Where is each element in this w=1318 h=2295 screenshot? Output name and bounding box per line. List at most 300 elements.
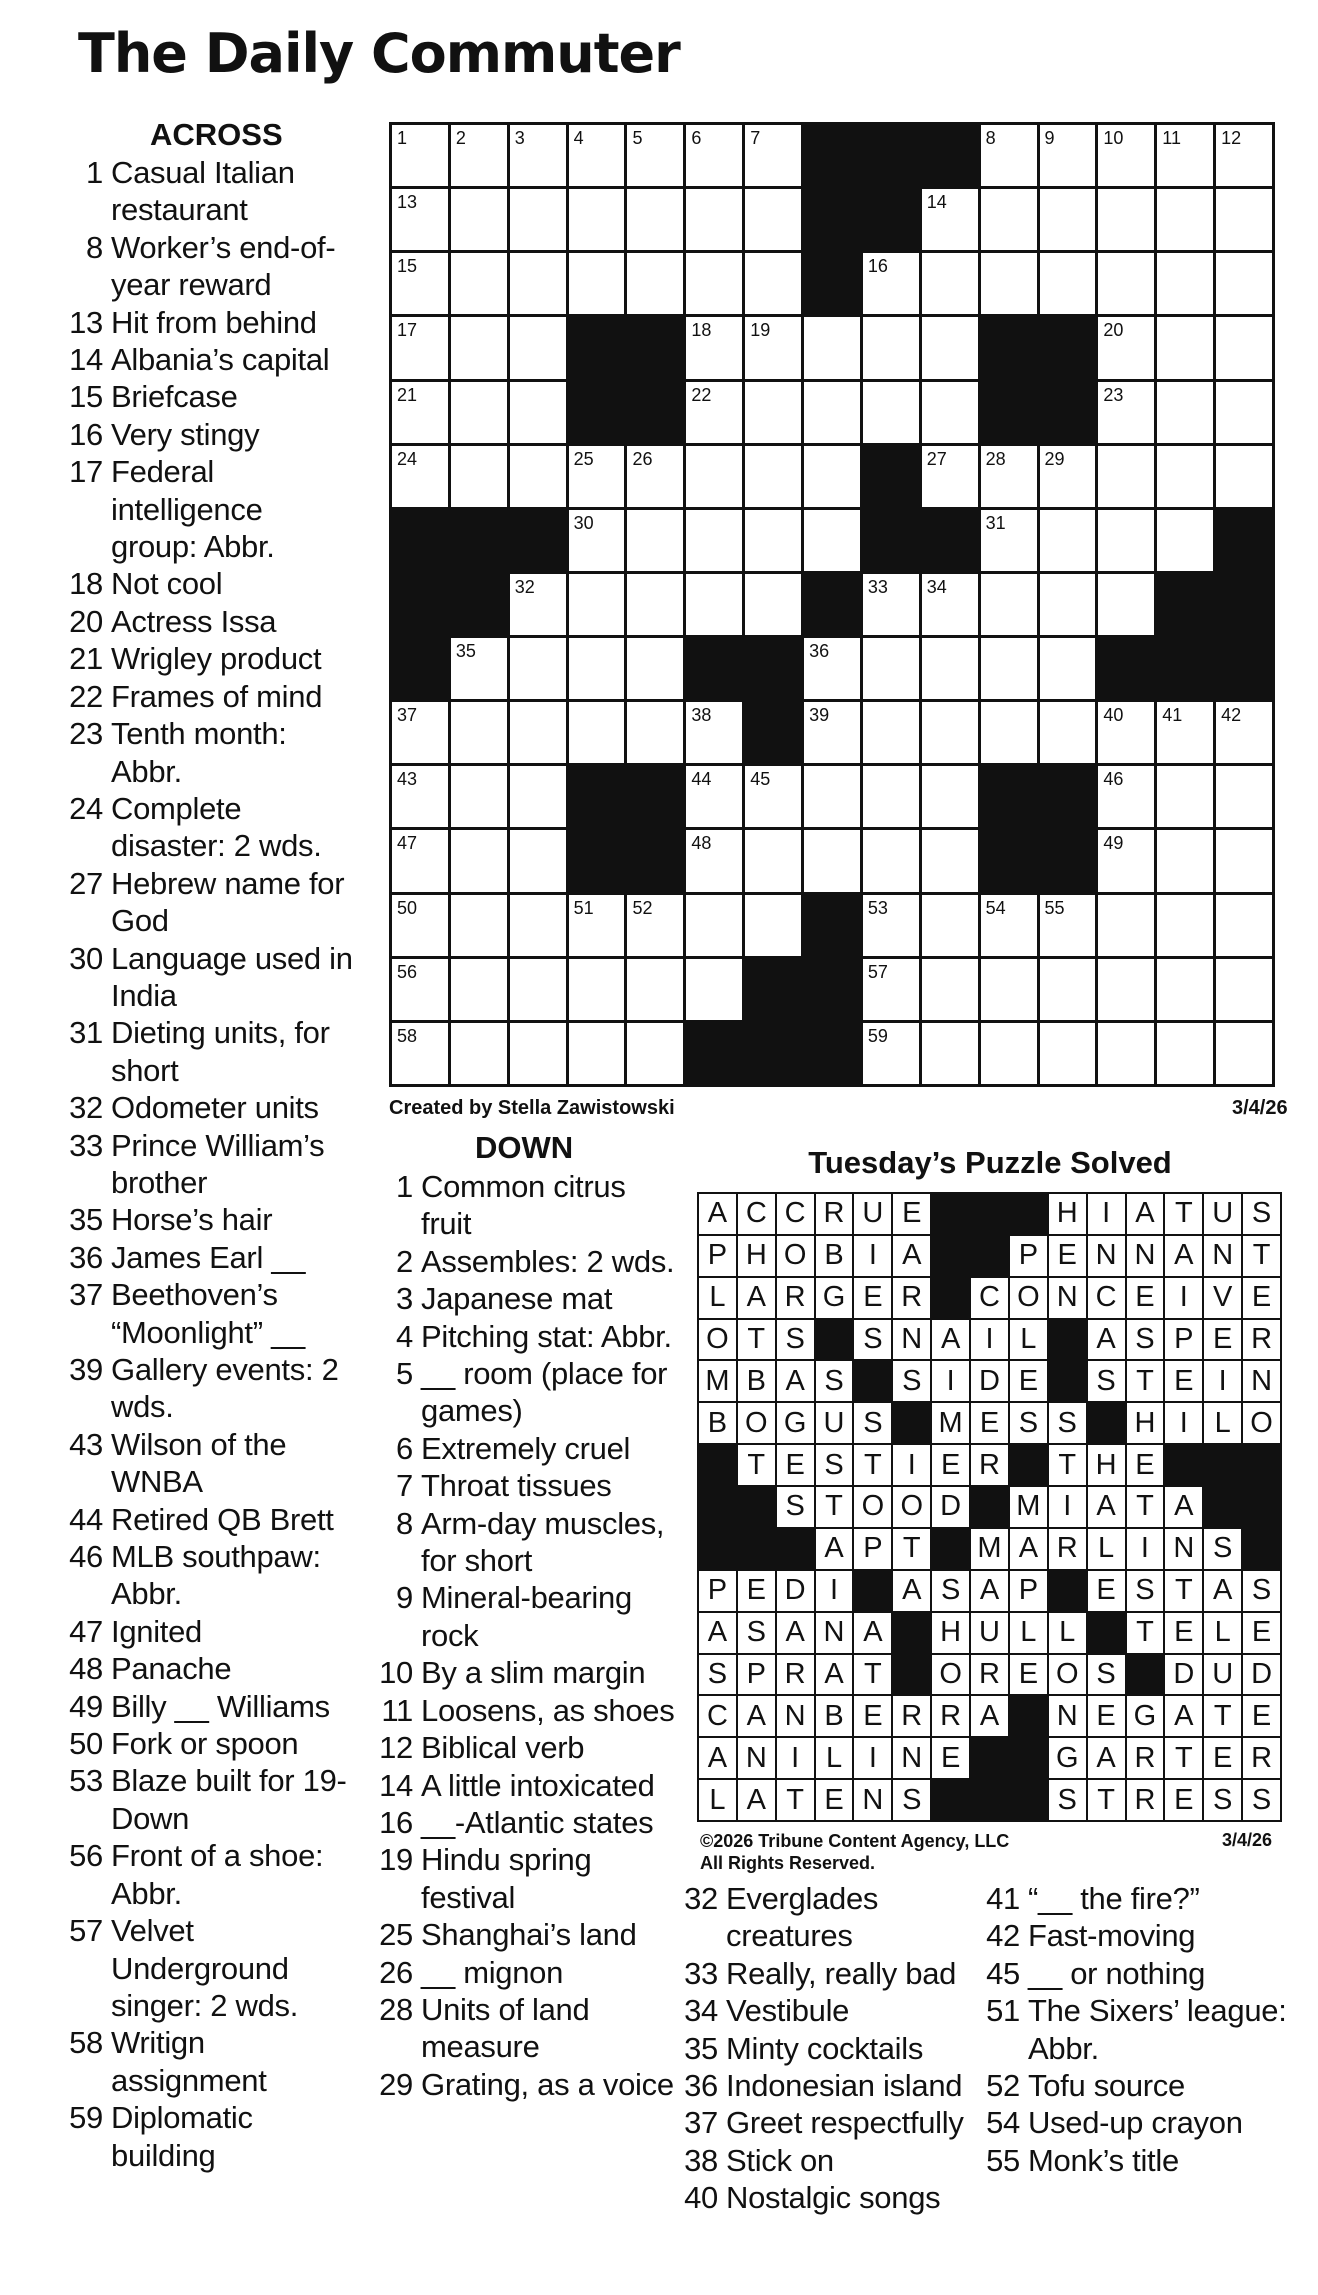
solution-letter: T [816, 1487, 853, 1527]
grid-cell[interactable] [451, 895, 507, 956]
grid-cell[interactable] [451, 125, 507, 186]
solution-black-square [1049, 1320, 1086, 1360]
grid-cell[interactable] [981, 125, 1037, 186]
grid-cell[interactable] [686, 446, 742, 507]
grid-cell[interactable] [745, 510, 801, 571]
solution-letter: N [738, 1738, 775, 1778]
grid-cell[interactable] [863, 638, 919, 699]
grid-cell[interactable] [627, 895, 683, 956]
grid-cell[interactable] [863, 574, 919, 635]
grid-cell[interactable] [1157, 382, 1213, 443]
grid-cell[interactable] [981, 1023, 1037, 1084]
solution-letter: R [1243, 1738, 1280, 1778]
clue-text: Ignited [111, 1613, 202, 1649]
grid-cell[interactable] [922, 895, 978, 956]
grid-cell[interactable] [451, 702, 507, 763]
grid-cell[interactable] [392, 125, 448, 186]
grid-cell[interactable] [922, 253, 978, 314]
clue-text: Gallery events: 2 wds. [111, 1352, 339, 1425]
solution-letter: R [971, 1445, 1008, 1485]
grid-cell[interactable] [1040, 1023, 1096, 1084]
grid-cell[interactable] [981, 510, 1037, 571]
solution-letter: U [1204, 1655, 1241, 1695]
clue-number: 38 [684, 2142, 718, 2178]
grid-cell[interactable] [745, 574, 801, 635]
solution-letter: S [816, 1361, 853, 1401]
solution-letter: G [777, 1403, 814, 1443]
solution-black-square [1010, 1194, 1047, 1234]
grid-cell[interactable] [627, 1023, 683, 1084]
grid-cell[interactable] [392, 895, 448, 956]
grid-cell[interactable] [569, 125, 625, 186]
clue-item [375, 1767, 675, 1804]
grid-cell[interactable] [1216, 189, 1272, 250]
grid-cell[interactable] [981, 446, 1037, 507]
black-square [981, 317, 1037, 378]
grid-cell[interactable] [863, 830, 919, 891]
clue-text: Blaze built for 19-Down [111, 1763, 347, 1836]
grid-cell[interactable] [510, 189, 566, 250]
solution-letter: T [1243, 1236, 1280, 1276]
grid-cell[interactable] [863, 317, 919, 378]
black-square [863, 189, 919, 250]
grid-cell[interactable] [627, 959, 683, 1020]
clue-number: 53 [69, 1763, 103, 1799]
grid-cell[interactable] [627, 253, 683, 314]
grid-cell[interactable] [569, 446, 625, 507]
grid-cell[interactable] [451, 1023, 507, 1084]
solution-letter: E [1127, 1278, 1164, 1318]
grid-cell[interactable] [804, 830, 860, 891]
grid-cell[interactable] [1098, 574, 1154, 635]
clue-number: 15 [69, 379, 103, 415]
grid-cell[interactable] [1098, 382, 1154, 443]
clue-text: Very stingy [111, 416, 260, 452]
clue-item [65, 1837, 355, 1912]
grid-cell[interactable] [1216, 125, 1272, 186]
grid-cell[interactable] [1216, 317, 1272, 378]
clue-item [375, 1841, 675, 1916]
grid-cell[interactable] [510, 125, 566, 186]
solution-letter: A [816, 1655, 853, 1695]
cell-number: 50 [397, 897, 418, 918]
grid-cell[interactable] [451, 189, 507, 250]
solution-letter: I [777, 1738, 814, 1778]
solution-letter: A [1204, 1571, 1241, 1611]
clue-number: 3 [396, 1281, 413, 1317]
clue-number: 24 [69, 790, 103, 826]
solution-letter: L [816, 1738, 853, 1778]
grid-cell[interactable] [863, 382, 919, 443]
grid-cell[interactable] [1098, 895, 1154, 956]
clue-number: 44 [69, 1501, 103, 1537]
clue-text: Monk’s title [1028, 2142, 1179, 2178]
black-square [569, 766, 625, 827]
solution-letter: M [1010, 1487, 1047, 1527]
clue-number: 33 [684, 1955, 718, 1991]
clue-text: The Sixers’ league: Abbr. [1028, 1993, 1287, 2066]
cell-number: 53 [867, 897, 888, 918]
clue-text: Really, really bad [726, 1955, 957, 1991]
solution-grid [697, 1192, 1282, 1822]
grid-cell[interactable] [510, 382, 566, 443]
grid-cell[interactable] [1040, 446, 1096, 507]
grid-cell[interactable] [981, 574, 1037, 635]
grid-cell[interactable] [569, 702, 625, 763]
solution-black-square [1243, 1445, 1280, 1485]
grid-cell[interactable] [1098, 830, 1154, 891]
grid-cell[interactable] [1098, 446, 1154, 507]
grid-cell[interactable] [510, 1023, 566, 1084]
grid-cell[interactable] [804, 317, 860, 378]
grid-cell[interactable] [686, 253, 742, 314]
clue-text: Odometer units [111, 1090, 319, 1126]
grid-cell[interactable] [863, 1023, 919, 1084]
grid-cell[interactable] [922, 638, 978, 699]
cell-number: 46 [1103, 769, 1124, 790]
cell-number: 31 [985, 512, 1006, 533]
grid-cell[interactable] [392, 959, 448, 1020]
clue-number: 41 [986, 1881, 1020, 1916]
grid-cell[interactable] [745, 317, 801, 378]
clue-number: 55 [986, 2142, 1020, 2178]
grid-cell[interactable] [1216, 830, 1272, 891]
clue-number: 6 [396, 1430, 413, 1466]
black-square [510, 510, 566, 571]
grid-cell[interactable] [1040, 510, 1096, 571]
clue-text: Mineral-bearing rock [421, 1580, 632, 1653]
solution-letter: C [777, 1194, 814, 1234]
grid-cell[interactable] [1157, 189, 1213, 250]
solution-letter: N [1049, 1278, 1086, 1318]
clue-text: Japanese mat [421, 1281, 613, 1317]
grid-cell[interactable] [1216, 446, 1272, 507]
grid-cell[interactable] [1040, 125, 1096, 186]
cell-number: 5 [632, 128, 643, 148]
solution-black-square [893, 1655, 930, 1695]
grid-cell[interactable] [686, 125, 742, 186]
grid-cell[interactable] [510, 830, 566, 891]
grid-cell[interactable] [745, 895, 801, 956]
grid-cell[interactable] [981, 253, 1037, 314]
solution-letter: I [854, 1738, 891, 1778]
grid-cell[interactable] [627, 125, 683, 186]
grid-cell[interactable] [1098, 189, 1154, 250]
cell-number: 25 [573, 448, 594, 469]
solution-letter: N [1127, 1236, 1164, 1276]
grid-cell[interactable] [1157, 959, 1213, 1020]
cell-number: 29 [1044, 448, 1065, 469]
grid-cell[interactable] [686, 702, 742, 763]
grid-cell[interactable] [745, 830, 801, 891]
clue-text: Beethoven’s “Moonlight” __ [111, 1277, 305, 1350]
grid-cell[interactable] [451, 253, 507, 314]
clue-text: Retired QB Brett [111, 1501, 334, 1537]
grid-cell[interactable] [1040, 574, 1096, 635]
clue-item [982, 1955, 1292, 1992]
grid-cell[interactable] [392, 317, 448, 378]
clue-item [375, 2066, 675, 2103]
solution-letter: E [932, 1738, 969, 1778]
grid-cell[interactable] [1098, 959, 1154, 1020]
grid-cell[interactable] [392, 766, 448, 827]
grid-cell[interactable] [510, 317, 566, 378]
grid-cell[interactable] [863, 959, 919, 1020]
solution-letter: E [1088, 1571, 1125, 1611]
clue-item [375, 1318, 675, 1355]
clue-item [65, 1014, 355, 1089]
clue-text: Not cool [111, 566, 223, 602]
grid-cell[interactable] [569, 510, 625, 571]
grid-cell[interactable] [922, 189, 978, 250]
grid-cell[interactable] [1098, 125, 1154, 186]
grid-cell[interactable] [922, 830, 978, 891]
grid-cell[interactable] [451, 959, 507, 1020]
grid-cell[interactable] [922, 766, 978, 827]
grid-cell[interactable] [569, 189, 625, 250]
black-square [804, 253, 860, 314]
grid-cell[interactable] [569, 253, 625, 314]
grid-cell[interactable] [1098, 253, 1154, 314]
grid-cell[interactable] [510, 638, 566, 699]
grid-cell[interactable] [863, 895, 919, 956]
solution-letter: A [1010, 1529, 1047, 1569]
grid-cell[interactable] [392, 1023, 448, 1084]
grid-cell[interactable] [627, 446, 683, 507]
grid-cell[interactable] [569, 574, 625, 635]
grid-cell[interactable] [627, 574, 683, 635]
grid-cell[interactable] [804, 510, 860, 571]
grid-cell[interactable] [981, 638, 1037, 699]
black-square [804, 959, 860, 1020]
grid-cell[interactable] [1098, 317, 1154, 378]
grid-cell[interactable] [627, 702, 683, 763]
grid-cell[interactable] [1040, 895, 1096, 956]
clue-item [65, 1613, 355, 1650]
clue-text: Language used in India [111, 940, 353, 1013]
clue-item [65, 378, 355, 415]
grid-cell[interactable] [1157, 830, 1213, 891]
grid-cell[interactable] [1098, 766, 1154, 827]
grid-cell[interactable] [745, 382, 801, 443]
clue-item [65, 2099, 355, 2174]
grid-cell[interactable] [1216, 1023, 1272, 1084]
cell-number: 37 [397, 705, 418, 726]
grid-cell[interactable] [745, 189, 801, 250]
grid-cell[interactable] [804, 638, 860, 699]
cell-number: 15 [397, 256, 418, 277]
grid-cell[interactable] [1098, 702, 1154, 763]
clue-number: 58 [69, 2025, 103, 2061]
grid-cell[interactable] [1157, 766, 1213, 827]
black-square [392, 638, 448, 699]
grid-cell[interactable] [627, 510, 683, 571]
grid-cell[interactable] [1157, 702, 1213, 763]
solution-letter: L [699, 1780, 736, 1820]
grid-cell[interactable] [510, 959, 566, 1020]
clue-text: Fork or spoon [111, 1726, 299, 1762]
grid-cell[interactable] [1157, 253, 1213, 314]
solution-letter: O [1049, 1655, 1086, 1695]
grid-cell[interactable] [922, 1023, 978, 1084]
grid-cell[interactable] [1040, 702, 1096, 763]
solution-letter: G [1127, 1696, 1164, 1736]
grid-cell[interactable] [922, 317, 978, 378]
grid-cell[interactable] [627, 638, 683, 699]
grid-cell[interactable] [1157, 446, 1213, 507]
down-clue-list-a [375, 1168, 675, 2103]
solution-letter: A [893, 1571, 930, 1611]
solution-letter: N [854, 1780, 891, 1820]
grid-cell[interactable] [922, 959, 978, 1020]
grid-cell[interactable] [510, 895, 566, 956]
grid-cell[interactable] [451, 766, 507, 827]
grid-cell[interactable] [981, 189, 1037, 250]
grid-cell[interactable] [981, 702, 1037, 763]
solution-black-square [1088, 1613, 1125, 1653]
grid-cell[interactable] [686, 189, 742, 250]
clue-item [375, 1430, 675, 1467]
grid-cell[interactable] [1040, 189, 1096, 250]
grid-cell[interactable] [686, 317, 742, 378]
grid-cell[interactable] [1157, 895, 1213, 956]
grid-cell[interactable] [1157, 125, 1213, 186]
black-square [569, 382, 625, 443]
solution-letter: L [1204, 1613, 1241, 1653]
grid-cell[interactable] [392, 253, 448, 314]
solution-letter: E [1010, 1361, 1047, 1401]
solution-letter: R [816, 1194, 853, 1234]
grid-cell[interactable] [392, 189, 448, 250]
grid-cell[interactable] [804, 446, 860, 507]
grid-cell[interactable] [451, 638, 507, 699]
black-square [1098, 638, 1154, 699]
grid-cell[interactable] [686, 574, 742, 635]
grid-cell[interactable] [392, 830, 448, 891]
cell-number: 32 [514, 576, 535, 597]
clue-item [982, 2104, 1292, 2141]
grid-cell[interactable] [804, 702, 860, 763]
solution-letter: R [777, 1278, 814, 1318]
black-square [922, 510, 978, 571]
cell-number: 35 [455, 641, 476, 662]
grid-cell[interactable] [1098, 1023, 1154, 1084]
grid-cell[interactable] [745, 446, 801, 507]
grid-cell[interactable] [804, 766, 860, 827]
grid-cell[interactable] [1216, 766, 1272, 827]
solution-letter: T [738, 1445, 775, 1485]
grid-cell[interactable] [392, 382, 448, 443]
clue-item [65, 341, 355, 378]
clue-item [65, 1650, 355, 1687]
clue-item [982, 1917, 1292, 1954]
clue-item [65, 1688, 355, 1725]
grid-cell[interactable] [863, 766, 919, 827]
clue-text: Federal intelligence group: Abbr. [111, 454, 275, 565]
crossword-grid [389, 122, 1275, 1087]
grid-cell[interactable] [627, 189, 683, 250]
grid-cell[interactable] [1216, 382, 1272, 443]
grid-cell[interactable] [1040, 253, 1096, 314]
solution-date: 3/4/26 [1222, 1830, 1273, 1850]
solution-black-square [932, 1278, 969, 1318]
grid-cell[interactable] [745, 766, 801, 827]
solution-letter: T [738, 1320, 775, 1360]
grid-cell[interactable] [1216, 895, 1272, 956]
solution-letter: O [932, 1655, 969, 1695]
grid-cell[interactable] [686, 766, 742, 827]
grid-cell[interactable] [569, 959, 625, 1020]
grid-cell[interactable] [451, 382, 507, 443]
grid-cell[interactable] [569, 638, 625, 699]
grid-cell[interactable] [510, 446, 566, 507]
solution-letter: O [854, 1487, 891, 1527]
grid-cell[interactable] [804, 382, 860, 443]
solution-letter: S [1088, 1361, 1125, 1401]
solution-black-square [932, 1529, 969, 1569]
solution-letter: T [1088, 1780, 1125, 1820]
solution-letter: S [1243, 1571, 1280, 1611]
grid-cell[interactable] [510, 253, 566, 314]
grid-cell[interactable] [981, 959, 1037, 1020]
grid-cell[interactable] [981, 895, 1037, 956]
clue-number: 45 [986, 1955, 1020, 1991]
grid-cell[interactable] [922, 574, 978, 635]
grid-cell[interactable] [1040, 959, 1096, 1020]
grid-cell[interactable] [1216, 702, 1272, 763]
grid-cell[interactable] [745, 125, 801, 186]
grid-cell[interactable] [569, 895, 625, 956]
grid-cell[interactable] [1216, 253, 1272, 314]
clue-text: Diplomatic building [111, 2100, 253, 2173]
grid-cell[interactable] [1098, 510, 1154, 571]
grid-cell[interactable] [863, 253, 919, 314]
grid-cell[interactable] [510, 574, 566, 635]
grid-cell[interactable] [510, 766, 566, 827]
grid-cell[interactable] [569, 1023, 625, 1084]
black-square [863, 125, 919, 186]
clue-text: Horse’s hair [111, 1202, 273, 1238]
grid-cell[interactable] [745, 253, 801, 314]
grid-cell[interactable] [1157, 317, 1213, 378]
grid-cell[interactable] [451, 446, 507, 507]
solution-black-square [816, 1320, 853, 1360]
grid-cell[interactable] [922, 702, 978, 763]
solution-letter: E [738, 1571, 775, 1611]
grid-cell[interactable] [686, 959, 742, 1020]
cell-number: 48 [691, 833, 712, 854]
grid-cell[interactable] [686, 510, 742, 571]
grid-cell[interactable] [686, 830, 742, 891]
grid-cell[interactable] [1157, 1023, 1213, 1084]
grid-cell[interactable] [392, 702, 448, 763]
grid-cell[interactable] [863, 702, 919, 763]
grid-cell[interactable] [451, 830, 507, 891]
grid-cell[interactable] [1216, 959, 1272, 1020]
grid-cell[interactable] [686, 382, 742, 443]
solution-letter: C [971, 1278, 1008, 1318]
grid-cell[interactable] [922, 382, 978, 443]
grid-cell[interactable] [1157, 510, 1213, 571]
grid-cell[interactable] [510, 702, 566, 763]
grid-cell[interactable] [922, 446, 978, 507]
grid-cell[interactable] [1040, 638, 1096, 699]
solution-letter: S [1049, 1780, 1086, 1820]
grid-cell[interactable] [451, 317, 507, 378]
solution-letter: I [1049, 1487, 1086, 1527]
grid-cell[interactable] [686, 895, 742, 956]
grid-cell[interactable] [392, 446, 448, 507]
